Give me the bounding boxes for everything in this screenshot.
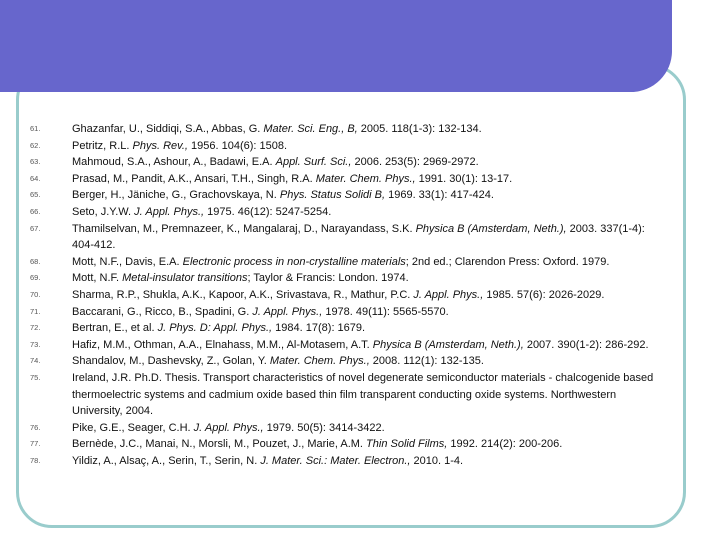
reference-text (72, 436, 662, 453)
reference-authors: Prasad, M., Pandit, A.K., Ansari, T.H., Singh, R.A. (72, 172, 316, 185)
reference-number: 65. (30, 190, 41, 200)
reference-details: 1969. 33(1): 417-424. (385, 189, 494, 202)
reference-item (0, 204, 700, 221)
reference-details: 1991. 30(1): 13-17. (415, 172, 513, 185)
reference-details: 1978. 49(11): 5565-5570. (322, 305, 449, 318)
reference-text (72, 370, 662, 420)
header-band (0, 0, 672, 92)
reference-number: 78. (30, 455, 41, 465)
reference-authors: Sharma, R.P., Shukla, A.K., Kapoor, A.K., Srivastava, R., Mathur, P.C. (72, 288, 414, 301)
reference-item (0, 320, 700, 337)
reference-details: 2010. 1-4. (410, 454, 464, 467)
reference-number: 74. (30, 356, 41, 366)
reference-number: 62. (30, 140, 41, 150)
reference-authors: Bertran, E., et al. (72, 322, 158, 335)
reference-text (72, 337, 662, 354)
reference-text (72, 287, 662, 304)
reference-authors: Mott, N.F., Davis, E.A. (72, 255, 183, 268)
reference-source: Physica B (Amsterdam, Neth.), (415, 222, 567, 235)
reference-text (72, 154, 662, 171)
reference-number: 68. (30, 256, 41, 266)
reference-authors: Seto, J.Y.W. (72, 205, 135, 218)
reference-details: ; Taylor & Francis: London. 1974. (247, 272, 409, 285)
reference-source: Mater. Chem. Phys., (269, 355, 370, 368)
reference-item (0, 171, 700, 188)
reference-number: 71. (30, 306, 41, 316)
reference-authors: Mahmoud, S.A., Ashour, A., Badawi, E.A. (72, 156, 276, 169)
reference-text (72, 254, 662, 271)
reference-item (0, 304, 700, 321)
reference-item (0, 436, 700, 453)
reference-text (72, 204, 662, 221)
reference-number: 66. (30, 206, 41, 216)
reference-details: 2005. 118(1-3): 132-134. (357, 123, 482, 135)
reference-item (0, 138, 700, 155)
reference-details: 2008. 112(1): 132-135. (369, 355, 484, 368)
reference-item (0, 370, 700, 420)
reference-details: 1984. 17(8): 1679. (272, 322, 366, 335)
reference-number: 75. (30, 372, 41, 382)
reference-item (0, 254, 700, 271)
reference-source: J. Appl. Phys., (193, 421, 264, 434)
reference-authors: Hafiz, M.M., Othman, A.A., Elnahass, M.M., Al-Motasem, A.T. (72, 338, 373, 351)
reference-text (72, 353, 662, 370)
reference-item (0, 287, 700, 304)
reference-number: 73. (30, 339, 41, 349)
reference-authors: Pike, G.E., Seager, C.H. (72, 421, 194, 434)
reference-authors: Mott, N.F. (72, 272, 123, 285)
reference-source: J. Appl. Phys., (413, 288, 484, 301)
reference-source: J. Appl. Phys., (252, 305, 323, 318)
reference-details: 1979. 50(5): 3414-3422. (263, 421, 385, 434)
reference-number: 69. (30, 273, 41, 283)
reference-details: 2006. 253(5): 2969-2972. (351, 156, 479, 169)
reference-text (72, 304, 662, 321)
reference-item (0, 337, 700, 354)
reference-source: J. Mater. Sci.: Mater. Electron., (260, 454, 411, 467)
reference-text (72, 171, 662, 188)
reference-source: Physica B (Amsterdam, Neth.), (372, 338, 524, 351)
reference-text (72, 138, 662, 155)
reference-number: 61. (30, 124, 41, 133)
reference-item (0, 420, 700, 437)
reference-source: Mater. Chem. Phys., (315, 172, 416, 185)
reference-authors: Berger, H., Jäniche, G., Grachovskaya, N. (72, 189, 280, 202)
reference-details: 2003. 337(1-4): 404-412. (72, 222, 645, 252)
reference-text (72, 187, 662, 204)
reference-text (72, 420, 662, 437)
reference-details: 1992. 214(2): 200-206. (447, 438, 563, 451)
reference-item (0, 453, 700, 470)
reference-item (0, 270, 700, 287)
reference-source: Mater. Sci. Eng., B, (263, 123, 358, 135)
reference-number: 70. (30, 289, 41, 299)
reference-source: Phys. Rev., (132, 139, 188, 152)
reference-authors: Baccarani, G., Ricco, B., Spadini, G. (72, 305, 253, 318)
reference-source: J. Appl. Phys., (134, 205, 205, 218)
reference-text (72, 453, 662, 470)
reference-number: 77. (30, 439, 41, 449)
reference-source: Electronic process in non-crystalline materials (182, 255, 406, 268)
reference-list (0, 121, 700, 469)
reference-source: Thin Solid Films, (366, 438, 448, 451)
reference-authors: Ghazanfar, U., Siddiqi, S.A., Abbas, G. (72, 123, 264, 135)
reference-item (0, 121, 700, 138)
reference-details: ; 2nd ed.; Clarendon Press: Oxford. 1979. (405, 255, 610, 268)
reference-item (0, 221, 700, 254)
reference-number: 67. (30, 223, 41, 233)
reference-source: Metal-insulator transitions (122, 272, 248, 285)
reference-item (0, 187, 700, 204)
reference-number: 64. (30, 173, 41, 183)
reference-authors: Thamilselvan, M., Premnazeer, K., Mangalaraj, D., Narayandass, S.K. (72, 222, 416, 235)
reference-details: 1975. 46(12): 5247-5254. (204, 205, 332, 218)
reference-source: Appl. Surf. Sci., (275, 156, 352, 169)
header-accent-line (190, 94, 666, 100)
reference-authors: Yildiz, A., Alsaç, A., Serin, T., Serin, N. (72, 454, 261, 467)
reference-number: 63. (30, 157, 41, 167)
reference-text (72, 320, 662, 337)
reference-text (72, 221, 662, 254)
reference-item (0, 353, 700, 370)
reference-authors: Ireland, J.R. Ph.D. Thesis. Transport characteristics of novel degenerate semiconductor materials - chalcogenide based thermoelectric systems and cadmium oxide based thin film transparent conducting oxide systems. Northwestern University, 2004. (72, 371, 654, 418)
reference-details: 1985. 57(6): 2026-2029. (483, 288, 605, 301)
reference-authors: Shandalov, M., Dashevsky, Z., Golan, Y. (72, 355, 270, 368)
reference-details: 1956. 104(6): 1508. (187, 139, 288, 152)
reference-authors: Petritz, R.L. (72, 139, 133, 152)
reference-authors: Bernède, J.C., Manai, N., Morsli, M., Pouzet, J., Marie, A.M. (72, 438, 367, 451)
reference-number: 76. (30, 422, 41, 432)
reference-item (0, 154, 700, 171)
reference-source: J. Phys. D: Appl. Phys., (157, 322, 273, 335)
reference-source: Phys. Status Solidi B, (279, 189, 386, 202)
reference-text (72, 121, 662, 138)
reference-details: 2007. 390(1-2): 286-292. (523, 338, 649, 351)
reference-text (72, 270, 662, 287)
reference-number: 72. (30, 323, 41, 333)
